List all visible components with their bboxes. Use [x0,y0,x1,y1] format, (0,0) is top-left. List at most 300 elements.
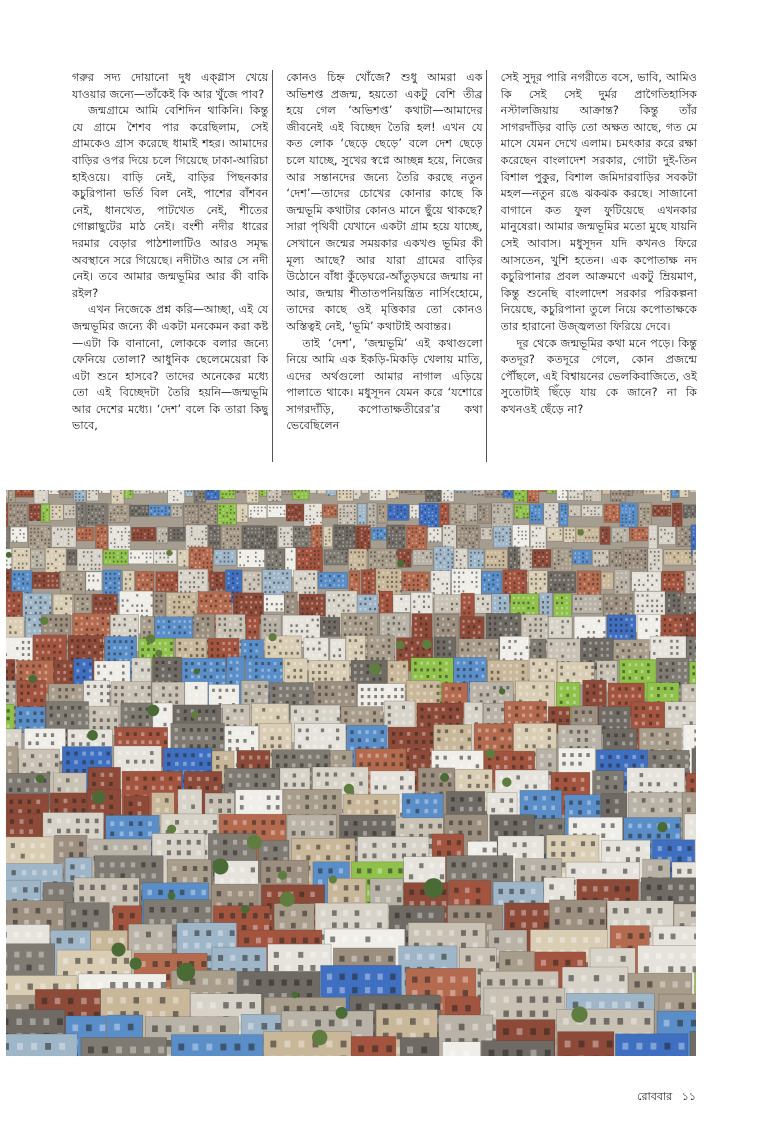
window [122,605,124,607]
window [382,493,384,495]
window [494,597,496,599]
window [556,505,558,507]
window [532,607,534,609]
window [43,516,45,518]
window [158,514,160,516]
window [647,505,649,507]
window [374,551,376,553]
window [184,552,186,554]
window [86,603,88,605]
window [382,581,384,583]
window [21,505,23,507]
window [46,513,48,515]
window [295,510,297,512]
window [423,542,425,544]
window [76,574,78,576]
window [350,556,352,558]
window [229,595,231,597]
window [22,550,24,552]
window [378,581,380,583]
window [664,536,666,538]
window [227,536,229,538]
window [537,493,539,495]
window [255,560,257,562]
window [169,510,171,512]
window [487,603,489,605]
window [45,539,47,541]
window [393,494,395,496]
window [547,601,549,603]
window [210,600,212,602]
window [65,597,67,599]
window [196,508,198,510]
window [579,578,581,580]
window [362,564,364,566]
window [225,493,227,495]
window [255,539,256,541]
window [287,595,289,597]
window [566,537,568,539]
window [602,552,604,554]
window [347,515,349,517]
window [258,543,260,545]
window [438,493,440,495]
window [405,608,407,610]
window [329,540,331,542]
window [52,510,54,512]
window [273,510,275,512]
window [296,582,298,584]
window [67,574,69,576]
window [36,499,38,501]
window [114,542,116,544]
window [549,537,551,539]
window [334,552,336,554]
window [250,507,252,509]
window [352,594,354,596]
window [95,568,97,570]
window [335,538,337,540]
window [238,506,240,508]
window [134,561,136,563]
window [375,496,377,498]
window [63,588,65,590]
window [118,528,120,530]
window [553,533,555,535]
window [570,559,572,561]
window [276,556,278,558]
window [460,563,462,565]
window [592,540,594,542]
window [270,532,272,534]
window [458,546,460,548]
window [56,580,58,582]
window [591,514,593,516]
window [28,494,30,496]
building [369,490,386,501]
window [205,542,207,544]
window [574,552,576,554]
window [435,522,437,524]
window [215,490,217,491]
column-divider [486,70,487,462]
window [574,510,576,512]
window [99,519,101,521]
window [323,491,325,493]
window [79,493,81,495]
window [613,513,615,515]
window [549,530,551,532]
window [586,557,588,559]
window [678,532,680,534]
window [351,574,353,576]
window [39,580,41,582]
window [310,554,312,556]
window [477,598,479,600]
window [619,500,621,502]
window [436,566,438,568]
window [208,490,210,491]
window [412,528,414,530]
window [634,579,636,581]
window [237,543,239,545]
window [204,518,206,520]
window [10,521,12,523]
window [426,575,428,577]
window [580,608,582,610]
window [432,515,434,517]
building [235,490,246,493]
window [513,607,515,609]
window [222,493,224,495]
building [206,490,219,500]
window [226,516,228,518]
window [456,563,458,565]
window [110,577,112,579]
window [110,531,112,533]
window [503,556,505,558]
window [320,531,322,533]
window [435,505,437,507]
window [463,572,465,574]
window [195,527,197,529]
window [82,518,84,520]
window [535,512,537,514]
window [78,511,80,513]
window [105,552,107,554]
window [674,561,676,563]
window [343,493,345,495]
window [151,574,153,576]
window [525,527,527,529]
window [20,540,22,542]
window [587,510,589,512]
window [678,505,680,507]
window [146,557,148,559]
window [262,535,264,537]
window [114,509,116,511]
window [673,494,675,496]
building [358,504,367,525]
window [22,573,24,575]
window [220,600,222,602]
window [24,518,26,520]
window [475,494,477,496]
window [440,553,442,555]
window [30,532,32,534]
window [276,564,278,566]
window [110,535,112,537]
building [8,490,15,503]
window [647,579,649,581]
window [405,598,407,600]
window [175,579,177,581]
window [10,490,12,491]
window [504,597,506,599]
window [658,563,660,565]
window [40,499,42,501]
window [202,531,204,533]
window [444,562,446,564]
window [73,510,75,512]
window [404,506,406,508]
window [40,564,42,566]
window [384,533,386,535]
window [559,579,561,581]
window [191,491,193,493]
window [597,574,599,576]
window [228,587,230,589]
window [251,539,253,541]
window [369,608,371,610]
window [637,558,639,560]
window [329,543,331,545]
window [185,591,187,593]
window [625,608,627,610]
window [451,603,453,605]
window [590,493,592,495]
window [372,591,374,593]
window [566,490,568,491]
window [37,528,39,530]
window [199,499,201,501]
window [36,496,38,498]
window [177,530,179,532]
building [547,490,556,494]
window [667,490,669,491]
window [280,564,282,566]
window [320,515,322,517]
window [302,532,304,534]
window [180,510,182,512]
window [365,535,367,537]
window [646,537,648,539]
window [669,514,671,516]
window [570,551,572,553]
window [193,606,195,608]
window [248,496,250,498]
window [162,575,164,577]
window [208,512,210,514]
window [656,579,658,581]
window [525,542,527,544]
window [220,589,222,591]
window [617,533,619,535]
window [215,600,217,602]
window [146,553,148,555]
window [66,513,68,515]
window [26,550,28,552]
window [226,522,228,524]
window [78,537,80,539]
window [118,582,120,584]
window [430,561,432,563]
window [671,533,673,535]
window [139,510,141,512]
window [339,534,341,536]
window [218,546,220,548]
window [30,607,32,609]
window [114,591,116,593]
window [692,583,694,585]
window [452,542,454,544]
window [301,497,303,499]
window [629,508,631,510]
window [520,513,522,515]
window [234,539,236,541]
window [214,527,216,529]
window [40,560,42,562]
window [435,518,437,520]
window [350,493,352,495]
window [63,555,65,557]
window [688,510,690,512]
window [609,513,611,515]
window [97,589,99,591]
window [230,506,232,508]
window [378,551,380,553]
window [37,539,39,541]
window [396,603,398,605]
window [114,546,116,548]
window [543,531,545,533]
window [629,521,631,523]
window [343,610,345,612]
window [522,549,524,551]
window [262,543,264,545]
window [142,491,144,493]
window [183,611,185,613]
window [494,490,496,492]
window [474,513,476,515]
window [128,528,130,530]
window [76,579,78,581]
window [463,518,465,520]
window [408,535,410,537]
window [594,598,596,600]
window [613,540,615,542]
window [444,553,446,555]
window [405,491,407,493]
window [128,539,130,541]
window [105,531,107,533]
window [265,582,267,584]
window [556,612,558,614]
window [414,556,416,558]
window [379,506,381,508]
window [531,519,533,521]
window [562,496,564,498]
window [403,531,405,533]
window [582,552,584,554]
window [556,530,558,532]
window [203,558,205,560]
window [40,601,42,603]
window [506,536,508,538]
window [265,491,267,493]
window [117,519,119,521]
window [562,555,564,557]
window [574,490,576,491]
window [82,496,84,498]
window [447,493,449,495]
window [518,582,520,584]
window [350,512,352,514]
window [295,532,297,534]
window [399,542,401,544]
window [306,567,308,569]
window [621,537,623,539]
window [311,608,313,610]
window [593,493,595,495]
window [452,518,454,520]
window [596,529,598,531]
window [514,542,516,544]
window [280,551,282,553]
window [654,531,656,533]
window [463,612,465,614]
window [666,556,668,558]
window [286,582,288,584]
window [252,493,254,495]
window [506,532,508,534]
window [427,490,429,491]
window [223,509,225,511]
window [254,513,256,515]
window [460,555,462,557]
window [417,584,419,586]
window [163,491,165,493]
window [53,529,55,531]
window [378,572,380,574]
window [173,490,175,491]
window [350,519,352,521]
window [270,528,272,530]
window [309,582,311,584]
window [432,525,434,527]
window [622,515,624,517]
window [641,558,643,560]
window [193,577,195,579]
window [121,531,123,533]
window [400,586,402,588]
window [309,519,311,521]
window [359,509,361,511]
window [574,493,576,495]
window [299,528,301,530]
window [342,552,344,554]
window [296,578,298,580]
